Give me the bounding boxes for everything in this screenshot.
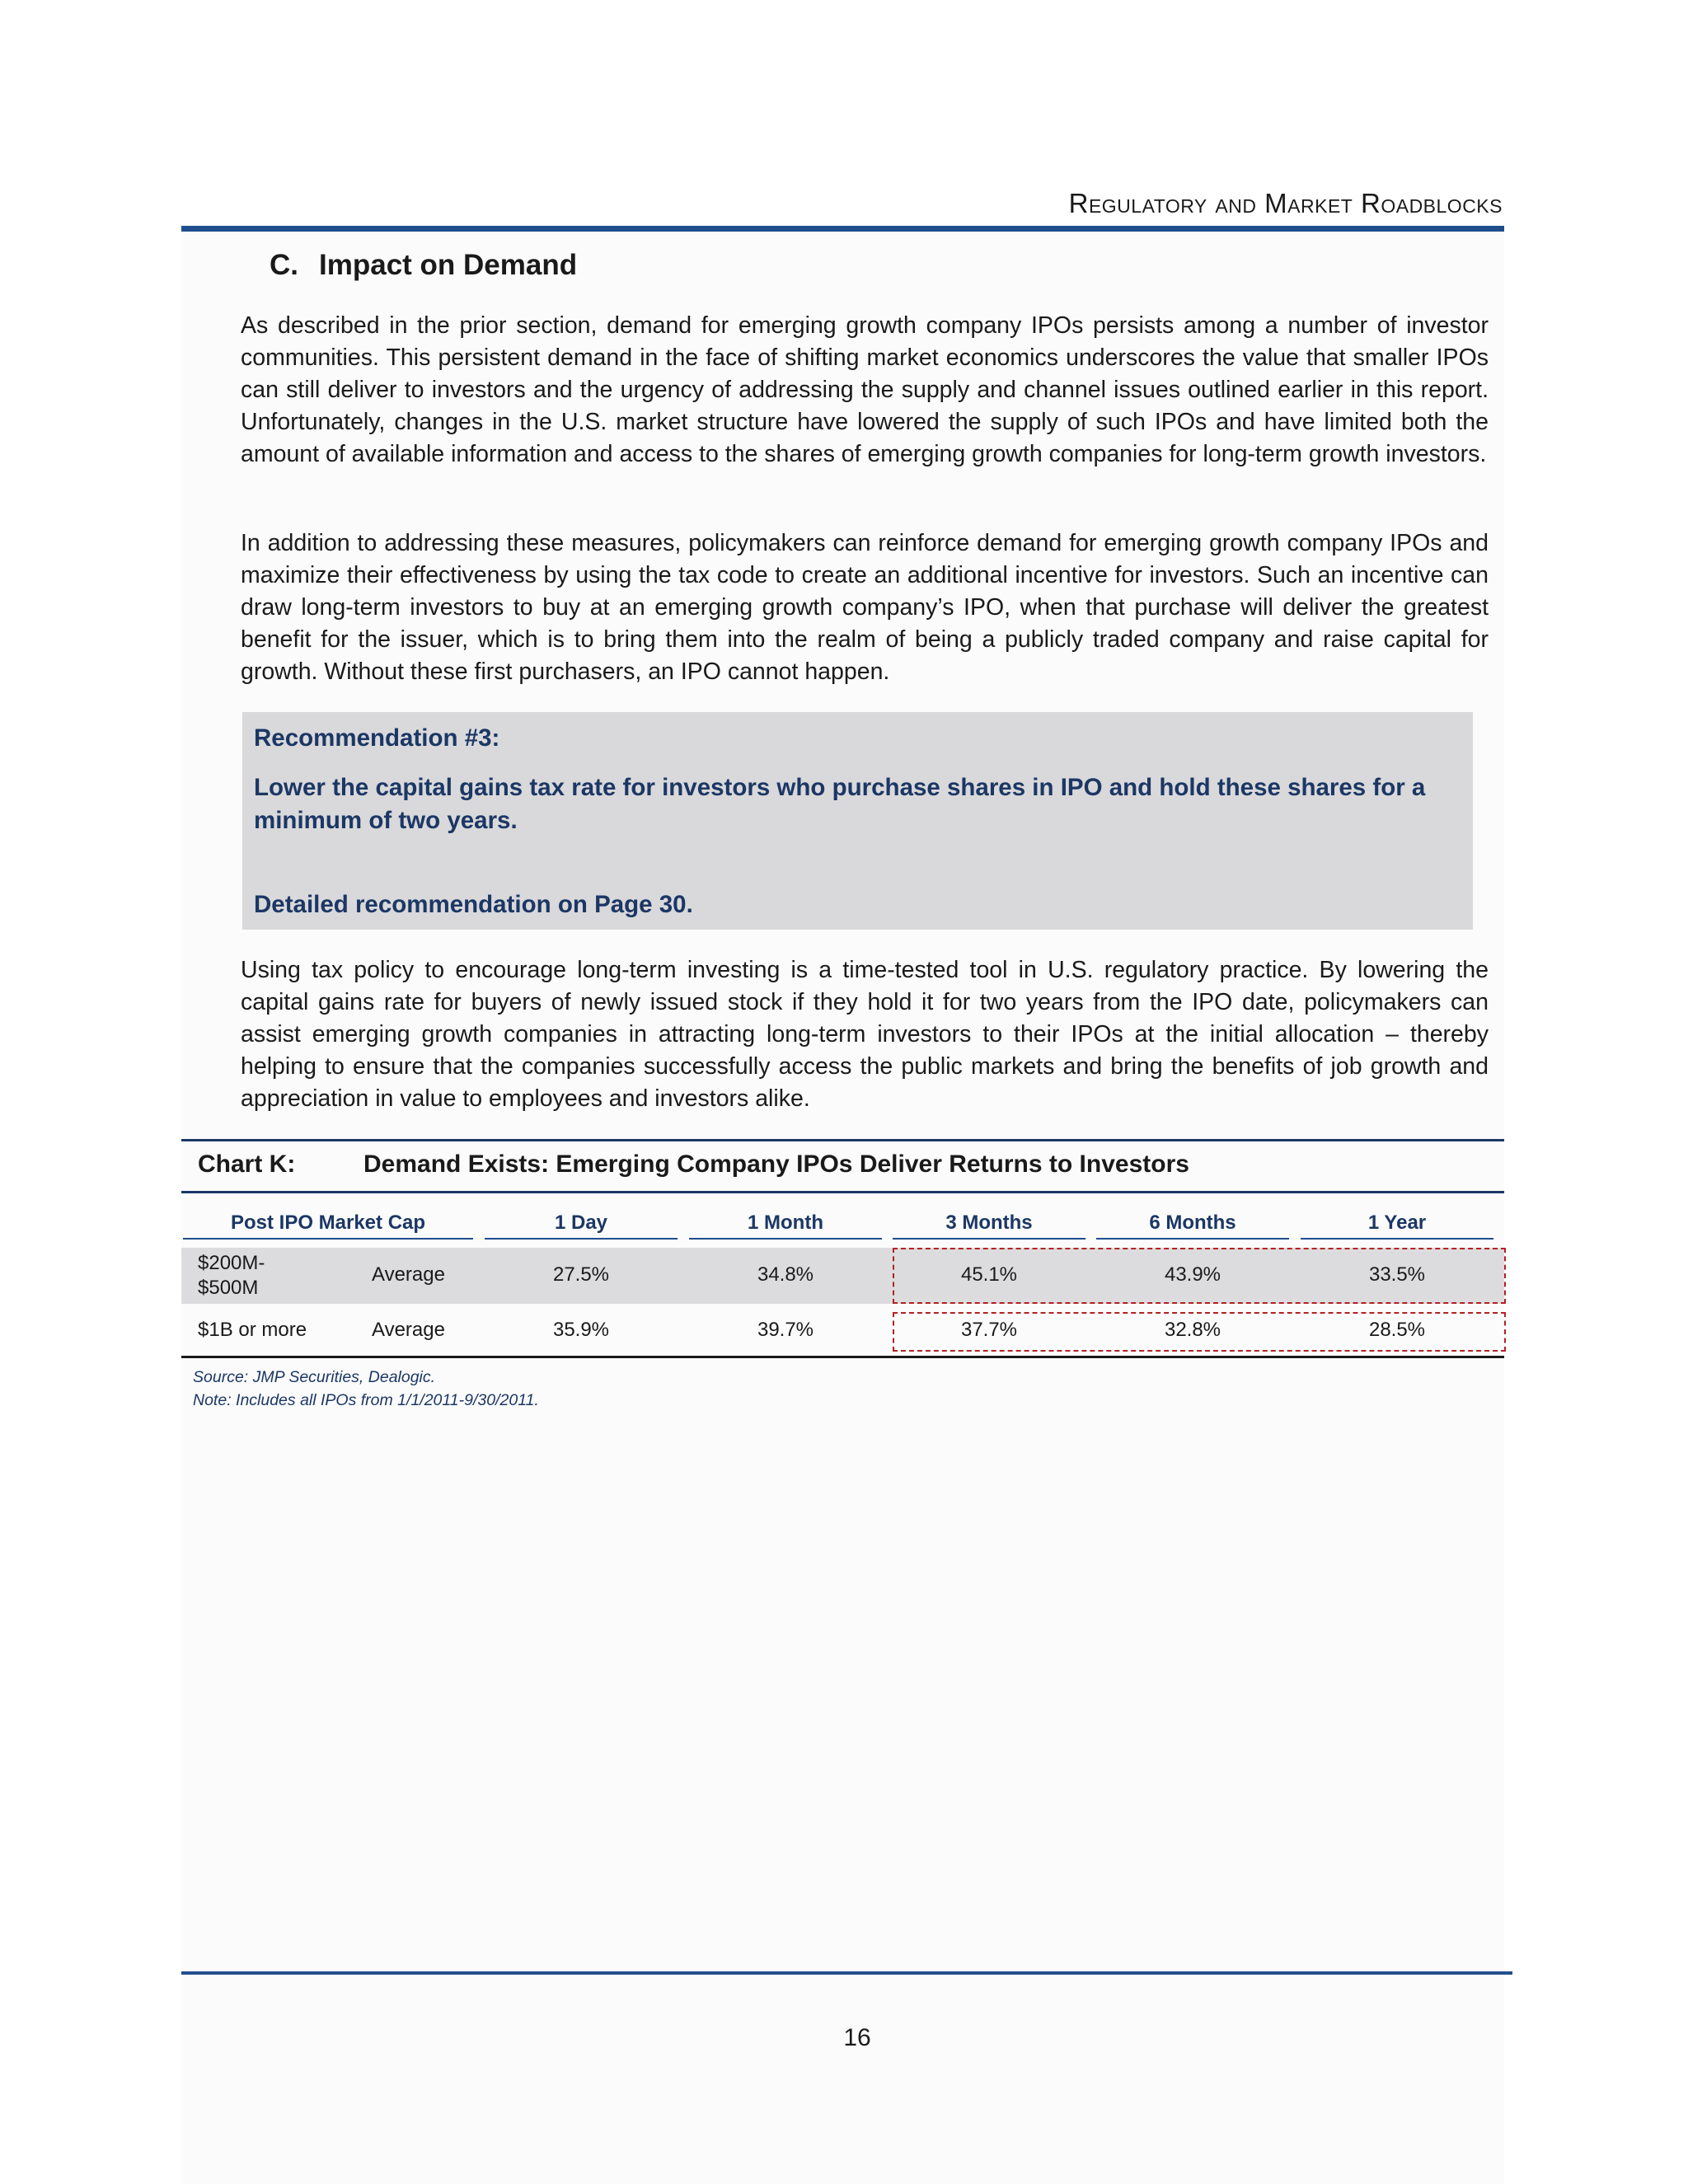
chart-title-row <box>198 1151 1189 1179</box>
footer-rule <box>181 1971 1512 1975</box>
paragraph-1: As described in the prior section, demand for emerging growth company IPOs persists among a number of investor communities. This persistent demand in the face of shifting market economics underscores the value that smaller IPOs can still deliver to investors and the urgency of addressing the supply and channel issues outlined earlier in this report. Unfortunately, changes in the U.S. market structure have lowered the supply of such IPOs and have limited both the amount of available information and access to the shares of emerging growth companies for long-term growth investors. <box>241 312 1489 467</box>
recommendation-title: Recommendation #3: <box>254 724 500 752</box>
chart-source: Source: JMP Securities, Dealogic. <box>193 1368 436 1386</box>
row-2-1-day: 35.9% <box>552 1319 610 1341</box>
column-header-1-year: 1 Year <box>1301 1212 1493 1240</box>
row-1-3-months: 45.1% <box>960 1263 1018 1286</box>
recommendation-detail: Detailed recommendation on Page 30. <box>254 891 693 918</box>
chart-rule-bottom <box>181 1356 1504 1358</box>
recommendation-body: Lower the capital gains tax rate for investors who purchase shares in IPO and hold these shares for a minimum of two years. <box>254 774 1426 834</box>
row-2-1-year: 28.5% <box>1368 1319 1426 1341</box>
row-1-1-month: 34.8% <box>757 1263 814 1286</box>
recommendation-box <box>242 712 1473 930</box>
chart-title: Demand Exists: Emerging Company IPOs Deliver Returns to Investors <box>363 1151 1189 1178</box>
chart-rule-top <box>181 1139 1504 1141</box>
row-2-market-cap: $1B or more <box>198 1319 307 1341</box>
section-title: Impact on Demand <box>319 249 578 281</box>
header-rule <box>181 226 1504 232</box>
page-background <box>181 229 1504 2184</box>
row-2-stat: Average <box>372 1319 445 1341</box>
chart-label: Chart K: <box>198 1151 296 1178</box>
paragraph-3: Using tax policy to encourage long-term investing is a time-tested tool in U.S. regulatory practice. By lowering the capital gains rate for buyers of newly issued stock if they hold it for two years from the IPO date, policymakers can assist emerging growth companies in attracting long-term investors to their IPOs at the initial allocation – thereby helping to ensure that the companies successfully access the public markets and bring the benefits of job growth and appreciation in value to employees and investors alike. <box>241 957 1489 1112</box>
paragraph-2: In addition to addressing these measures, policymakers can reinforce demand for emerging growth company IPOs and maximize their effectiveness by using the tax code to create an additional incentive for investors. Such an incentive can draw long-term investors to buy at an emerging growth company’s IPO, when that purchase will deliver the greatest benefit for the issuer, which is to bring them into the realm of being a publicly traded company and raise capital for growth. Without these first purchasers, an IPO cannot happen. <box>241 530 1489 685</box>
chart-note: Note: Includes all IPOs from 1/1/2011-9/30/2011. <box>193 1391 539 1409</box>
section-heading <box>270 249 577 282</box>
running-header: Regulatory and Market Roadblocks <box>1068 188 1503 218</box>
row-2-3-months: 37.7% <box>960 1319 1018 1341</box>
row-2-1-month: 39.7% <box>757 1319 814 1341</box>
column-header-6-months: 6 Months <box>1096 1212 1289 1240</box>
section-letter: C. <box>270 249 298 281</box>
column-header-3-months: 3 Months <box>893 1212 1085 1240</box>
row-1-market-cap: $200M- $500M <box>198 1252 265 1299</box>
page-number: 16 <box>843 2024 871 2051</box>
column-header-1-month: 1 Month <box>689 1212 882 1240</box>
chart-rule-mid <box>181 1191 1504 1193</box>
highlight-box-row-2 <box>893 1312 1506 1352</box>
row-2-6-months: 32.8% <box>1164 1319 1221 1341</box>
row-1-stat: Average <box>372 1263 445 1286</box>
column-header-1-day: 1 Day <box>485 1212 678 1240</box>
row-1-1-day: 27.5% <box>552 1263 610 1286</box>
column-header-market-cap: Post IPO Market Cap <box>183 1212 473 1240</box>
row-1-6-months: 43.9% <box>1164 1263 1221 1286</box>
highlight-box-row-1 <box>893 1248 1506 1304</box>
row-1-1-year: 33.5% <box>1368 1263 1426 1286</box>
